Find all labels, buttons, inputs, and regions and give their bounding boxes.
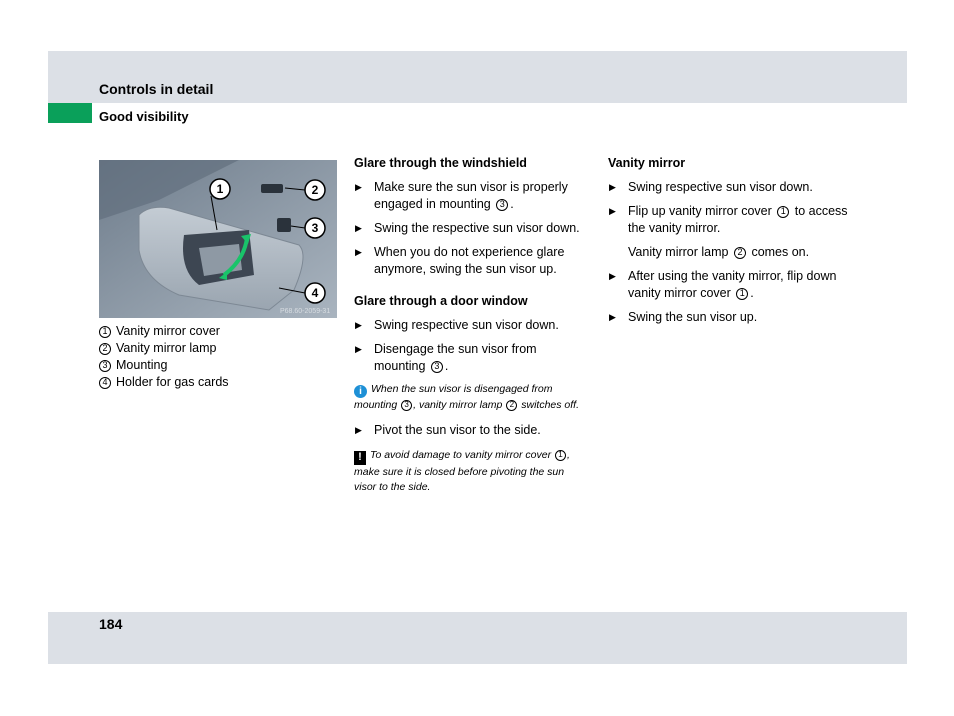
figure-code: P68.60-2059-31 bbox=[280, 308, 331, 315]
note-text: When the sun visor is disengaged from mounting bbox=[354, 383, 553, 411]
heading-windshield-glare: Glare through the windshield bbox=[354, 156, 527, 170]
step-item bbox=[354, 179, 589, 213]
legend-text: Holder for gas cards bbox=[116, 375, 229, 389]
legend-number: 4 bbox=[99, 377, 111, 389]
sun-visor-illustration bbox=[99, 160, 337, 318]
step-text: Vanity mirror lamp bbox=[628, 245, 732, 259]
step-text: . bbox=[510, 197, 514, 211]
note-text: , make sure it is closed before pivoting the sun visor to the side. bbox=[354, 449, 570, 493]
ref-number: 3 bbox=[401, 400, 412, 411]
step-item: ▶ Swing the sun visor up. bbox=[608, 309, 853, 326]
step-item: ▶ Pivot the sun visor to the side. bbox=[354, 422, 589, 439]
ref-number: 3 bbox=[431, 361, 443, 373]
info-icon: i bbox=[354, 385, 367, 398]
callout-2: 2 bbox=[311, 183, 319, 197]
ref-number: 1 bbox=[777, 206, 789, 218]
legend-item bbox=[99, 340, 229, 357]
step-item: ▶ When you do not experience glare anymore, swing the sun visor up. bbox=[354, 244, 589, 278]
legend-item bbox=[99, 374, 229, 391]
heading-door-window-glare: Glare through a door window bbox=[354, 294, 528, 308]
step-item bbox=[608, 268, 853, 302]
page-number: 184 bbox=[99, 616, 123, 632]
info-note bbox=[354, 382, 589, 413]
ref-number: 2 bbox=[734, 247, 746, 259]
legend-text: Mounting bbox=[116, 358, 168, 372]
callout-4: 4 bbox=[311, 286, 319, 300]
note-text: switches off. bbox=[518, 399, 580, 411]
legend-text: Vanity mirror cover bbox=[116, 324, 220, 338]
ref-number: 3 bbox=[496, 199, 508, 211]
figure-legend bbox=[99, 323, 229, 391]
step-text: . bbox=[750, 286, 754, 300]
result-text bbox=[608, 244, 853, 261]
callout-1: 1 bbox=[216, 182, 224, 196]
step-text: to access the vanity mirror. bbox=[628, 204, 848, 235]
ref-number: 1 bbox=[736, 288, 748, 300]
legend-text: Vanity mirror lamp bbox=[116, 341, 217, 355]
legend-item bbox=[99, 323, 229, 340]
section-marker bbox=[48, 103, 92, 123]
step-item: ▶ Swing respective sun visor down. bbox=[608, 179, 853, 196]
legend-number: 1 bbox=[99, 326, 111, 338]
sun-visor-figure bbox=[99, 160, 337, 318]
step-item: ▶ Swing respective sun visor down. bbox=[354, 317, 589, 334]
callout-3: 3 bbox=[311, 221, 319, 235]
step-text: comes on. bbox=[747, 245, 810, 259]
step-text: . bbox=[444, 359, 449, 373]
column-glare bbox=[354, 155, 589, 504]
heading-vanity-mirror: Vanity mirror bbox=[608, 156, 686, 170]
ref-number: 2 bbox=[506, 400, 517, 411]
step-text: Flip up vanity mirror cover bbox=[628, 204, 776, 218]
step-text: Disengage the sun visor from mounting bbox=[374, 342, 537, 373]
legend-number: 2 bbox=[99, 343, 111, 355]
warning-note bbox=[354, 448, 589, 495]
warning-icon: ! bbox=[354, 451, 366, 465]
step-item: ▶ Swing the respective sun visor down. bbox=[354, 220, 589, 237]
column-vanity-mirror bbox=[608, 155, 853, 333]
ref-number: 1 bbox=[555, 450, 566, 461]
footer-band bbox=[48, 612, 907, 664]
note-text: To avoid damage to vanity mirror cover bbox=[370, 449, 555, 461]
step-text: After using the vanity mirror, flip down vanity mirror cover bbox=[628, 269, 837, 300]
legend-number: 3 bbox=[99, 360, 111, 372]
subsection-title: Good visibility bbox=[99, 109, 189, 124]
note-text: , vanity mirror lamp bbox=[413, 399, 506, 411]
step-item bbox=[354, 341, 589, 375]
section-title: Controls in detail bbox=[99, 81, 214, 97]
step-text: Make sure the sun visor is properly engaged in mounting bbox=[374, 180, 568, 211]
step-item bbox=[608, 203, 853, 237]
legend-item bbox=[99, 357, 229, 374]
